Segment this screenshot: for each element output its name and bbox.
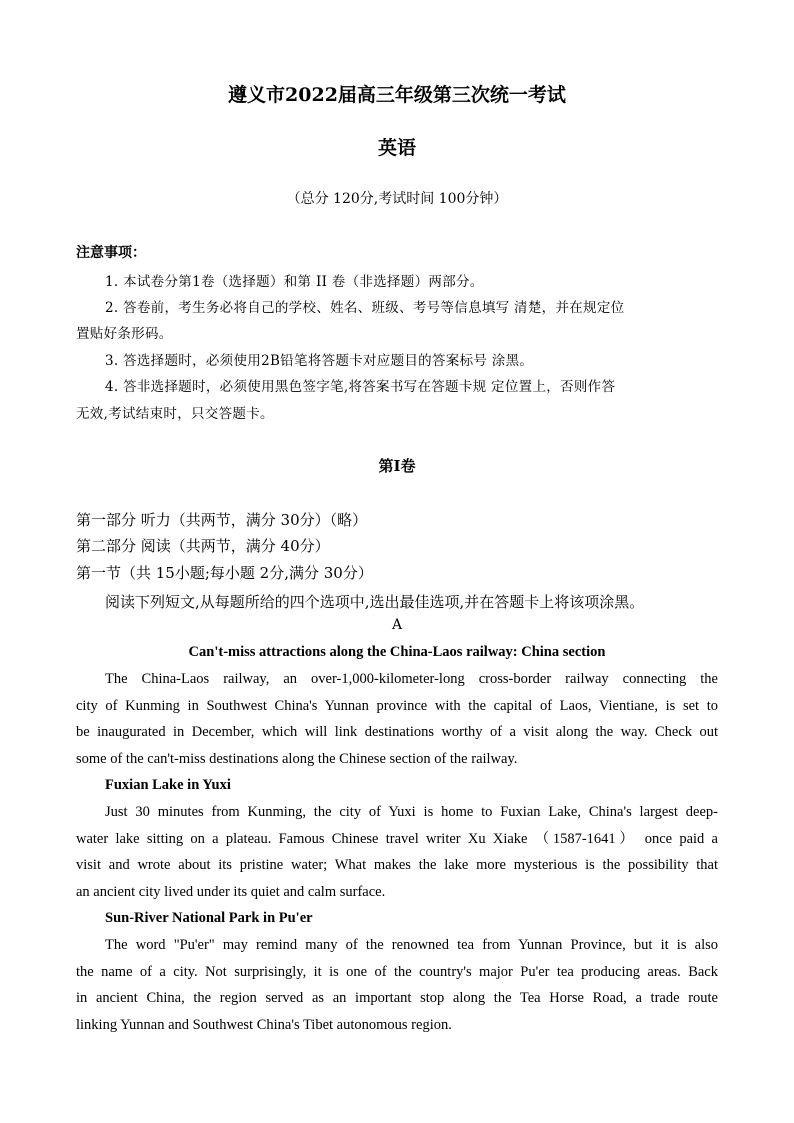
exam-info: （总分 120分,考试时间 100分钟） [286, 191, 508, 207]
notice-line: 3. 答选择题时，必须使用2B铅笔将答题卡对应题目的答案标号 涂黑。 [105, 353, 534, 369]
paragraph-line: be inaugurated in December, which will link destinations worthy of a visit along the way. Check out [76, 724, 718, 740]
passage-title: Can't-miss attractions along the China-Laos railway: China section [188, 644, 606, 660]
paragraph-line: The word "Pu'er" may remind many of the renowned tea from Yunnan Province, but it is also [105, 937, 718, 953]
subheading-sun-river: Sun-River National Park in Pu'er [105, 910, 313, 926]
paragraph-line: visit and wrote about its pristine water; What makes the lake more mysterious is the possibility that [76, 857, 718, 873]
notice-line: 1. 本试卷分第1卷（选择题）和第 II 卷（非选择题）两部分。 [105, 274, 484, 290]
notice-line: 无效,考试结束时，只交答题卡。 [76, 406, 274, 422]
section1-heading: 第一节（共 15小题;每小题 2分,满分 30分） [76, 564, 373, 582]
paragraph-line: city of Kunming in Southwest China's Yunnan province with the capital of Laos, Vientiane, is set to [76, 698, 718, 714]
paragraph-line: the name of a city. Not surprisingly, it is one of the country's major Pu'er tea producing areas. Back [76, 964, 718, 980]
notice-line: 置贴好条形码。 [76, 326, 173, 342]
notice-line: 2. 答卷前，考生务必将自己的学校、姓名、班级、考号等信息填写 清楚，并在规定位 [105, 300, 625, 316]
notice-line: 4. 答非选择题时，必须使用黑色签字笔,将答案书写在答题卡规 定位置上，否则作答 [105, 379, 616, 395]
paragraph-line: water lake sitting on a plateau. Famous Chinese travel writer Xu Xiake （1587-1641） once paid a [76, 831, 718, 847]
subject-title: 英语 [377, 137, 416, 159]
paragraph-line: in ancient China, the region served as an important stop along the Tea Horse Road, a trade route [76, 990, 718, 1006]
part2-heading: 第二部分 阅读（共两节，满分 40分） [76, 537, 330, 555]
paragraph-line: Just 30 minutes from Kunming, the city of Yuxi is home to Fuxian Lake, China's largest deep- [105, 804, 718, 820]
exam-title: 遵义市2022届高三年级第三次统一考试 [228, 84, 566, 106]
passage-letter: A [391, 617, 403, 633]
subheading-fuxian-lake: Fuxian Lake in Yuxi [105, 777, 231, 793]
reading-instruction: 阅读下列短文,从每题所给的四个选项中,选出最佳选项,并在答题卡上将该项涂黑。 [105, 593, 645, 611]
paragraph-line: some of the can't-miss destinations along the Chinese section of the railway. [76, 751, 518, 767]
notice-heading: 注意事项： [76, 245, 146, 261]
volume-heading: 第I卷 [378, 457, 416, 475]
paragraph-line: The China-Laos railway, an over-1,000-kilometer-long cross-border railway connecting the [105, 671, 718, 687]
part1-heading: 第一部分 听力（共两节，满分 30分）（略） [76, 511, 368, 529]
paragraph-line: an ancient city lived under its quiet and calm surface. [76, 884, 386, 900]
paragraph-line: linking Yunnan and Southwest China's Tibet autonomous region. [76, 1017, 452, 1033]
